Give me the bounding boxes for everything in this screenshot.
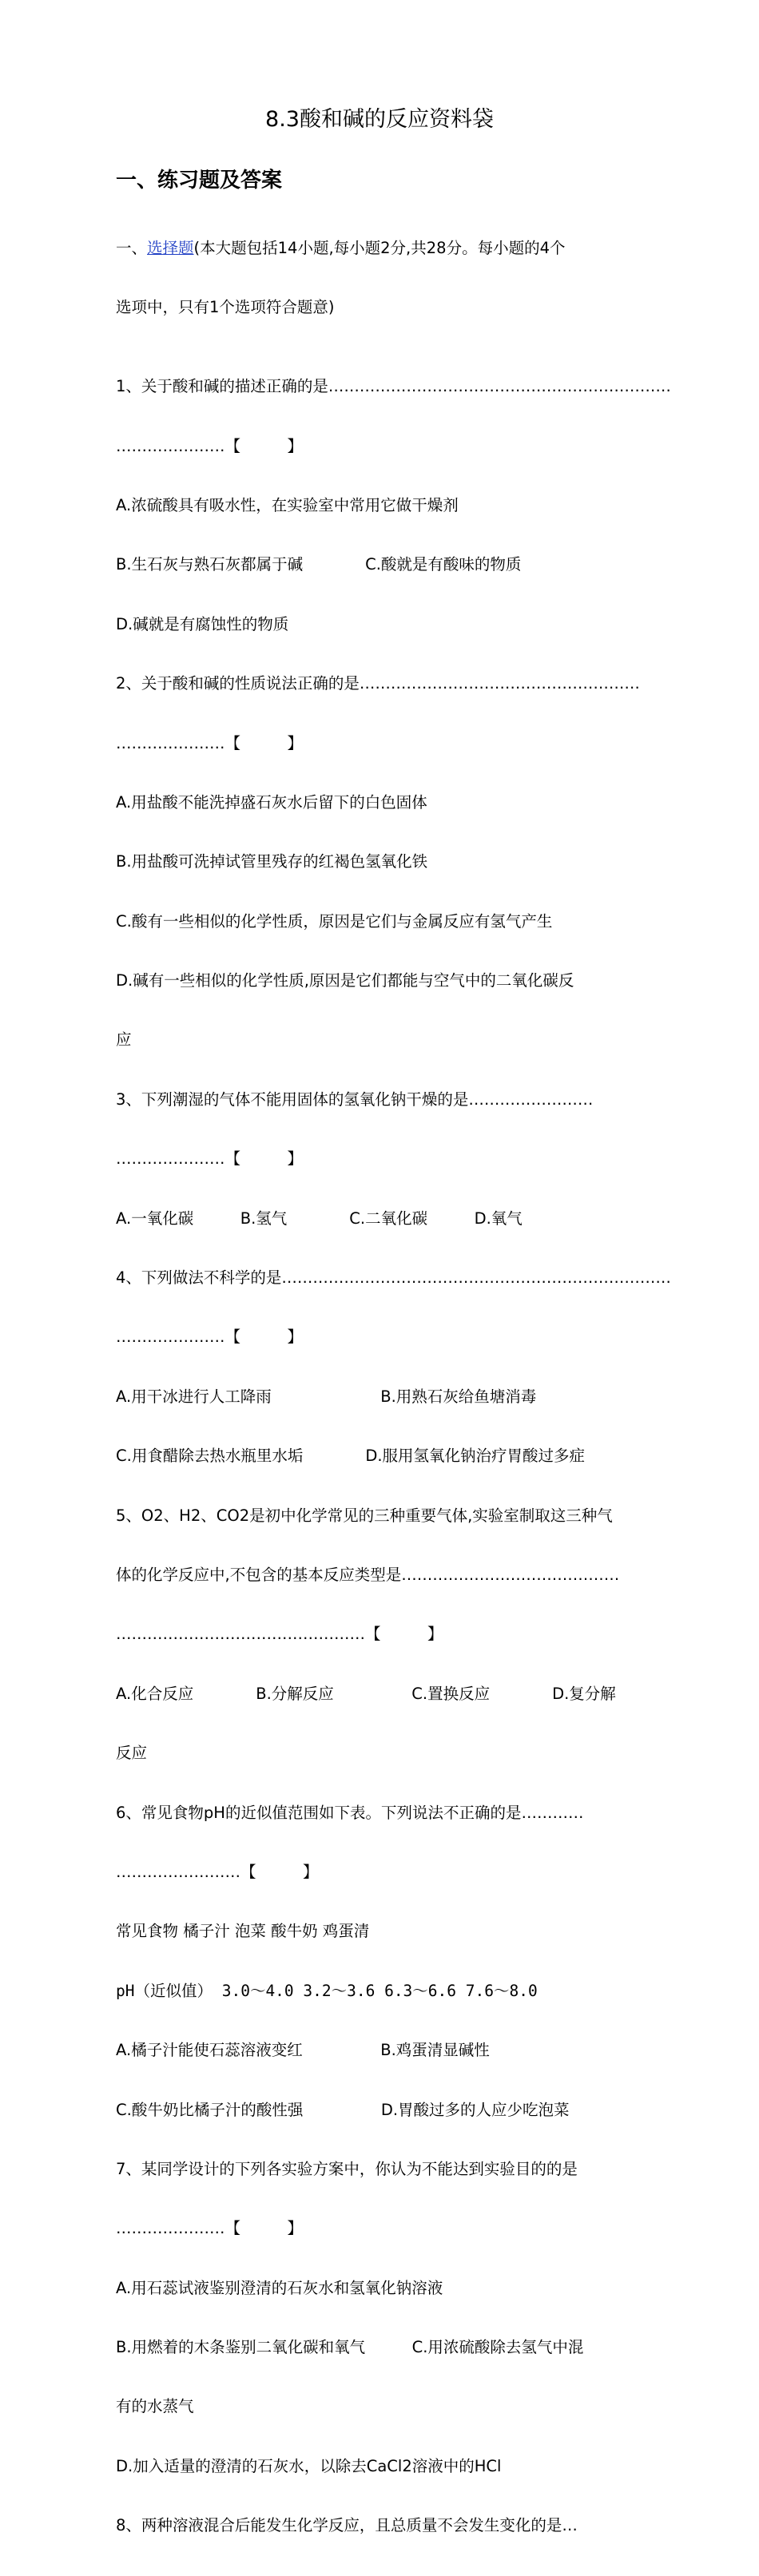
ph-table-header: 常见食物 橘子汁 泡菜 酸牛奶 鸡蛋清 <box>116 1922 370 1941</box>
text-line: 4、下列做法不科学的是………………………………………………………………… <box>116 1268 671 1288</box>
text-line: 反应 <box>116 1744 148 1763</box>
text-line: A.用干冰进行人工降雨 B.用熟石灰给鱼塘消毒 <box>116 1387 537 1406</box>
page-title: 8.3酸和碱的反应资料袋 <box>265 107 494 132</box>
text-line: D.加入适量的澄清的石灰水，以除去CaCl2溶液中的HCl <box>116 2456 502 2475</box>
section-heading: 一、练习题及答案 <box>116 169 283 193</box>
text-line: …………………【 】 <box>116 2219 304 2238</box>
text-line: C.酸牛奶比橘子汁的酸性强 D.胃酸过多的人应少吃泡菜 <box>116 2100 570 2119</box>
text-line: 体的化学反应中,不包含的基本反应类型是…………………………………… <box>116 1565 620 1584</box>
text-line: ……………………【 】 <box>116 1862 319 1881</box>
intro-line-1 <box>116 239 647 259</box>
text-line: C.酸有一些相似的化学性质，原因是它们与金属反应有氢气产生 <box>116 911 553 931</box>
multiple-choice-link[interactable]: 选择题 <box>147 238 194 257</box>
text-line: B.用盐酸可洗掉试管里残存的红褐色氢氧化铁 <box>116 852 428 871</box>
text-line: …………………【 】 <box>116 733 304 752</box>
text-line: A.用盐酸不能洗掉盛石灰水后留下的白色固体 <box>116 792 427 812</box>
text-line: D.碱就是有腐蚀性的物质 <box>116 614 289 633</box>
text-line: …………………………………………【 】 <box>116 1625 443 1644</box>
intro-line-2: 选项中，只有1个选项符合题意) <box>116 297 335 316</box>
text-line: 应 <box>116 1030 132 1050</box>
text-line: A.一氧化碳 B.氢气 C.二氧化碳 D.氧气 <box>116 1209 523 1228</box>
text-line: …………………【 】 <box>116 1328 304 1347</box>
text-line: A.浓硫酸具有吸水性，在实验室中常用它做干燥剂 <box>116 495 459 514</box>
text-line: 有的水蒸气 <box>116 2397 194 2416</box>
intro-prefix: 一、 <box>116 238 148 257</box>
text-line: 6、常见食物pH的近似值范围如下表。下列说法不正确的是………… <box>116 1803 584 1822</box>
text-line: …………………【 】 <box>116 436 304 455</box>
text-line: 8、两种溶液混合后能发生化学反应，且总质量不会发生变化的是… <box>116 2516 578 2535</box>
text-line: C.用食醋除去热水瓶里水垢 D.服用氢氧化钠治疗胃酸过多症 <box>116 1447 586 1466</box>
text-line: …………………【 】 <box>116 1149 304 1169</box>
text-line: 1、关于酸和碱的描述正确的是………………………………………………………… <box>116 377 671 396</box>
text-line: 3、下列潮湿的气体不能用固体的氢氧化钠干燥的是…………………… <box>116 1090 594 1109</box>
text-line: A.用石蕊试液鉴别澄清的石灰水和氢氧化钠溶液 <box>116 2278 443 2297</box>
text-line: B.生石灰与熟石灰都属于碱 C.酸就是有酸味的物质 <box>116 555 522 574</box>
intro-text: (本大题包括14小题,每小题2分,共28分。每小题的4个 <box>193 238 566 257</box>
ph-table-values: pH（近似值） 3.0～4.0 3.2～3.6 6.3～6.6 7.6～8.0 <box>116 1981 538 2000</box>
text-line: 2、关于酸和碱的性质说法正确的是……………………………………………… <box>116 674 640 693</box>
text-line: 7、某同学设计的下列各实验方案中，你认为不能达到实验目的的是 <box>116 2159 578 2178</box>
question-body <box>116 199 671 2576</box>
text-line: A.橘子汁能使石蕊溶液变红 B.鸡蛋清显碱性 <box>116 2041 490 2060</box>
text-line: 5、O2、H2、CO2是初中化学常见的三种重要气体,实验室制取这三种气 <box>116 1506 613 1525</box>
text-line: A.化合反应 B.分解反应 C.置换反应 D.复分解 <box>116 1684 616 1703</box>
text-line: B.用燃着的木条鉴别二氧化碳和氧气 C.用浓硫酸除去氢气中混 <box>116 2338 584 2357</box>
text-line: D.碱有一些相似的化学性质,原因是它们都能与空气中的二氧化碳反 <box>116 971 574 990</box>
